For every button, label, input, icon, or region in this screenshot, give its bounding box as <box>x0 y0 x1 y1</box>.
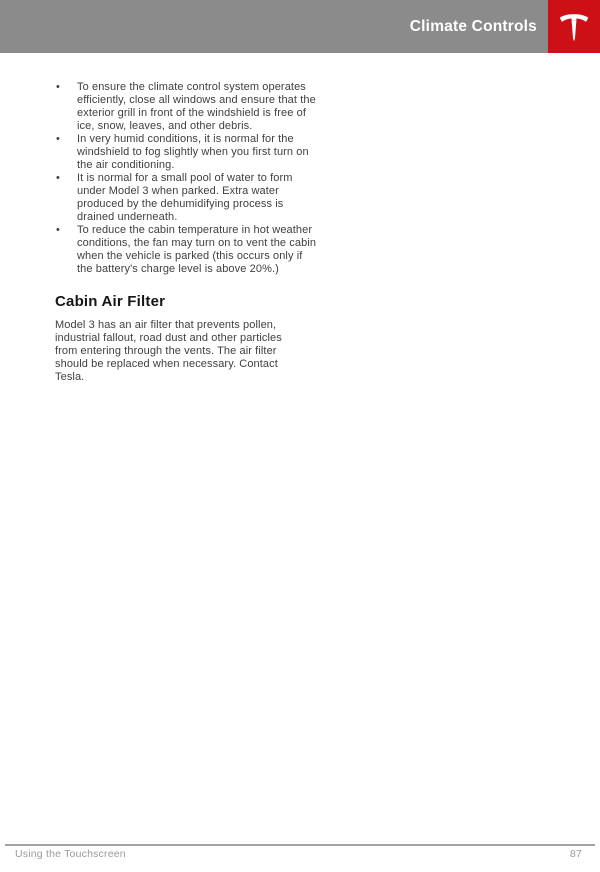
list-item: • To reduce the cabin temperature in hot weather conditions, the fan may turn on to vent the cabin when the vehicle is parked (this occurs only if the battery's charge level is above 20%.) <box>55 224 317 276</box>
section-heading-cabin-air-filter: Cabin Air Filter <box>55 293 166 310</box>
logo-box <box>548 0 600 53</box>
page-content <box>55 81 315 384</box>
list-item: • It is normal for a small pool of water to form under Model 3 when parked. Extra water produced by the dehumidifying process is drained underneath. <box>55 172 317 224</box>
footer-chapter-label: Using the Touchscreen <box>15 848 126 860</box>
page-number: 87 <box>569 848 582 860</box>
tesla-logo-icon <box>557 7 591 47</box>
climate-notes-list <box>55 81 315 276</box>
page-title: Climate Controls <box>409 17 537 35</box>
list-item: • In very humid conditions, it is normal for the windshield to fog slightly when you first turn on the air conditioning. <box>55 133 317 172</box>
page-header <box>0 0 600 53</box>
section-body-text: Model 3 has an air filter that prevents pollen, industrial fallout, road dust and other particles from entering through the vents. The air filter should be replaced when necessary. Contact Tesla. <box>55 319 282 383</box>
page-footer <box>5 844 595 860</box>
list-item: • To ensure the climate control system operates efficiently, close all windows and ensure that the exterior grill in front of the windshield is free of ice, snow, leaves, and other debris. <box>55 81 317 133</box>
